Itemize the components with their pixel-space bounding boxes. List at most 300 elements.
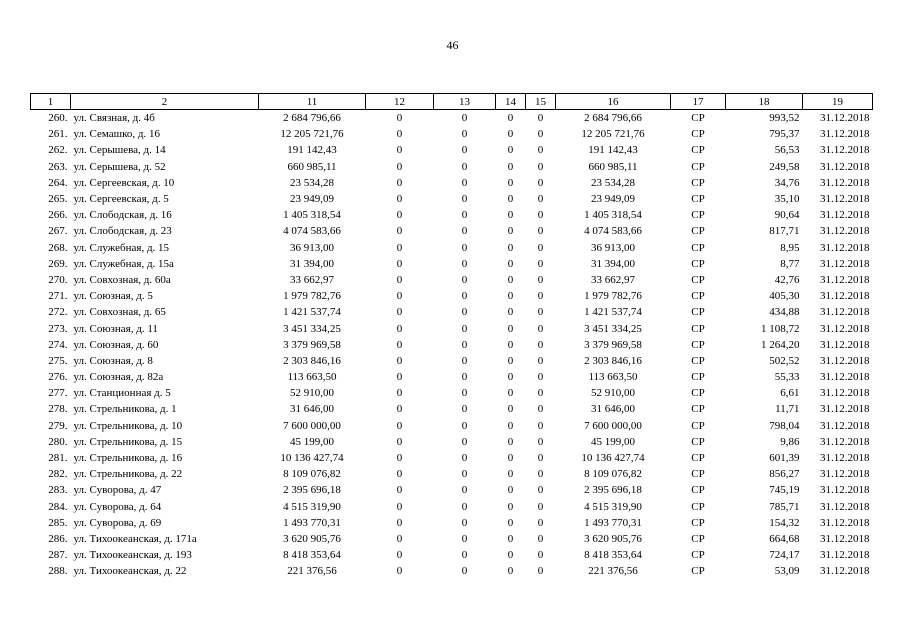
row-number-cell: 270. xyxy=(48,273,68,286)
value-col-13-cell: 0 xyxy=(461,403,468,416)
code-col-17-cell: СР xyxy=(691,160,705,173)
value-col-14-cell: 0 xyxy=(507,241,514,254)
amount-col-16-cell: 36 913,00 xyxy=(591,241,635,254)
value-col-18-cell: 53,09 xyxy=(774,565,800,578)
value-col-13-cell: 0 xyxy=(461,273,468,286)
value-col-15-cell: 0 xyxy=(537,354,544,367)
value-col-15-cell: 0 xyxy=(537,112,544,125)
row-number-cell: 260. xyxy=(48,112,68,125)
value-col-18-cell: 724,17 xyxy=(769,549,800,562)
amount-col-11-cell: 1 979 782,76 xyxy=(283,290,341,303)
value-col-15-cell: 0 xyxy=(537,387,544,400)
amount-col-16-cell: 31 646,00 xyxy=(591,403,635,416)
value-col-15-cell: 0 xyxy=(537,549,544,562)
table-row xyxy=(31,256,873,272)
date-col-19-cell: 31.12.2018 xyxy=(820,532,870,545)
code-col-17-cell: СР xyxy=(691,241,705,254)
value-col-12-cell: 0 xyxy=(396,273,403,286)
value-col-12-cell: 0 xyxy=(396,225,403,238)
address-cell: ул. Совхозная, д. 60а xyxy=(73,273,171,286)
amount-col-16-cell: 660 985,11 xyxy=(588,160,638,173)
value-col-12-cell: 0 xyxy=(396,387,403,400)
value-col-15-cell: 0 xyxy=(537,193,544,206)
value-col-14-cell: 0 xyxy=(507,532,514,545)
row-number-cell: 287. xyxy=(48,549,68,562)
value-col-12-cell: 0 xyxy=(396,338,403,351)
value-col-14-cell: 0 xyxy=(507,403,514,416)
amount-col-16-cell: 3 379 969,58 xyxy=(584,338,642,351)
value-col-18-cell: 434,88 xyxy=(769,306,800,319)
amount-col-16-cell: 1 493 770,31 xyxy=(584,516,642,529)
value-col-13-cell: 0 xyxy=(461,452,468,465)
value-col-18-cell: 90,64 xyxy=(774,209,800,222)
value-col-13-cell: 0 xyxy=(461,209,468,222)
code-col-17-cell: СР xyxy=(691,354,705,367)
value-col-13-cell: 0 xyxy=(461,257,468,270)
value-col-13-cell: 0 xyxy=(461,338,468,351)
table-row xyxy=(31,353,873,369)
value-col-18-cell: 56,53 xyxy=(774,144,800,157)
date-col-19-cell: 31.12.2018 xyxy=(820,241,870,254)
value-col-15-cell: 0 xyxy=(537,452,544,465)
amount-col-11-cell: 3 620 905,76 xyxy=(283,532,341,545)
value-col-15-cell: 0 xyxy=(537,435,544,448)
value-col-12-cell: 0 xyxy=(396,144,403,157)
row-number-cell: 265. xyxy=(48,193,68,206)
date-col-19-cell: 31.12.2018 xyxy=(820,257,870,270)
value-col-14-cell: 0 xyxy=(507,371,514,384)
column-header: 1 xyxy=(31,94,71,110)
value-col-18-cell: 798,04 xyxy=(769,419,800,432)
row-number-cell: 271. xyxy=(48,290,68,303)
value-col-14-cell: 0 xyxy=(507,257,514,270)
value-col-12-cell: 0 xyxy=(396,532,403,545)
row-number-cell: 281. xyxy=(48,452,68,465)
value-col-13-cell: 0 xyxy=(461,322,468,335)
address-cell: ул. Стрельникова, д. 15 xyxy=(73,435,183,448)
value-col-18-cell: 502,52 xyxy=(769,354,800,367)
date-col-19-cell: 31.12.2018 xyxy=(820,452,870,465)
amount-col-16-cell: 113 663,50 xyxy=(588,371,638,384)
code-col-17-cell: СР xyxy=(691,371,705,384)
value-col-15-cell: 0 xyxy=(537,176,544,189)
code-col-17-cell: СР xyxy=(691,257,705,270)
code-col-17-cell: СР xyxy=(691,176,705,189)
value-col-12-cell: 0 xyxy=(396,549,403,562)
amount-col-16-cell: 10 136 427,74 xyxy=(581,452,645,465)
table-row xyxy=(31,531,873,547)
value-col-13-cell: 0 xyxy=(461,565,468,578)
date-col-19-cell: 31.12.2018 xyxy=(820,322,870,335)
amount-col-11-cell: 7 600 000,00 xyxy=(283,419,341,432)
value-col-14-cell: 0 xyxy=(507,452,514,465)
amount-col-16-cell: 2 684 796,66 xyxy=(584,112,642,125)
address-cell: ул. Слободская, д. 16 xyxy=(73,209,172,222)
value-col-15-cell: 0 xyxy=(537,371,544,384)
table-row xyxy=(31,159,873,175)
address-cell: ул. Сергеевская, д. 5 xyxy=(73,193,169,206)
code-col-17-cell: СР xyxy=(691,484,705,497)
value-col-13-cell: 0 xyxy=(461,419,468,432)
amount-col-16-cell: 4 074 583,66 xyxy=(584,225,642,238)
table-row xyxy=(31,207,873,223)
date-col-19-cell: 31.12.2018 xyxy=(820,112,870,125)
amount-col-11-cell: 4 515 319,90 xyxy=(283,500,341,513)
address-cell: ул. Союзная, д. 11 xyxy=(73,322,158,335)
value-col-18-cell: 154,32 xyxy=(769,516,800,529)
value-col-12-cell: 0 xyxy=(396,371,403,384)
table-row xyxy=(31,369,873,385)
value-col-12-cell: 0 xyxy=(396,419,403,432)
table-row xyxy=(31,223,873,239)
amount-col-11-cell: 113 663,50 xyxy=(287,371,337,384)
value-col-18-cell: 856,27 xyxy=(769,468,800,481)
address-cell: ул. Связная, д. 4б xyxy=(73,112,155,125)
address-cell: ул. Серышева, д. 14 xyxy=(73,144,166,157)
date-col-19-cell: 31.12.2018 xyxy=(820,225,870,238)
row-number-cell: 275. xyxy=(48,354,68,367)
value-col-15-cell: 0 xyxy=(537,419,544,432)
registry-table xyxy=(30,93,873,579)
value-col-13-cell: 0 xyxy=(461,193,468,206)
value-col-18-cell: 817,71 xyxy=(769,225,800,238)
row-number-cell: 269. xyxy=(48,257,68,270)
column-header: 14 xyxy=(496,94,526,110)
date-col-19-cell: 31.12.2018 xyxy=(820,176,870,189)
amount-col-16-cell: 3 451 334,25 xyxy=(584,322,642,335)
value-col-14-cell: 0 xyxy=(507,193,514,206)
table-row xyxy=(31,450,873,466)
row-number-cell: 267. xyxy=(48,225,68,238)
code-col-17-cell: СР xyxy=(691,306,705,319)
value-col-18-cell: 1 108,72 xyxy=(761,322,800,335)
amount-col-11-cell: 221 376,56 xyxy=(287,565,337,578)
row-number-cell: 279. xyxy=(48,419,68,432)
value-col-15-cell: 0 xyxy=(537,225,544,238)
amount-col-11-cell: 31 646,00 xyxy=(290,403,334,416)
value-col-15-cell: 0 xyxy=(537,290,544,303)
table-row xyxy=(31,563,873,579)
row-number-cell: 282. xyxy=(48,468,68,481)
value-col-18-cell: 745,19 xyxy=(769,484,800,497)
table-row xyxy=(31,547,873,563)
address-cell: ул. Тихоокеанская, д. 22 xyxy=(73,565,187,578)
value-col-18-cell: 42,76 xyxy=(774,273,800,286)
date-col-19-cell: 31.12.2018 xyxy=(820,273,870,286)
code-col-17-cell: СР xyxy=(691,225,705,238)
address-cell: ул. Служебная, д. 15а xyxy=(73,257,174,270)
amount-col-11-cell: 1 421 537,74 xyxy=(283,306,341,319)
value-col-12-cell: 0 xyxy=(396,128,403,141)
code-col-17-cell: СР xyxy=(691,532,705,545)
row-number-cell: 264. xyxy=(48,176,68,189)
row-number-cell: 274. xyxy=(48,338,68,351)
value-col-14-cell: 0 xyxy=(507,387,514,400)
code-col-17-cell: СР xyxy=(691,387,705,400)
address-cell: ул. Совхозная, д. 65 xyxy=(73,306,166,319)
value-col-18-cell: 601,39 xyxy=(769,452,800,465)
amount-col-16-cell: 2 395 696,18 xyxy=(584,484,642,497)
value-col-12-cell: 0 xyxy=(396,257,403,270)
table-row xyxy=(31,434,873,450)
code-col-17-cell: СР xyxy=(691,565,705,578)
row-number-cell: 266. xyxy=(48,209,68,222)
column-header: 15 xyxy=(526,94,556,110)
date-col-19-cell: 31.12.2018 xyxy=(820,144,870,157)
value-col-14-cell: 0 xyxy=(507,565,514,578)
value-col-14-cell: 0 xyxy=(507,435,514,448)
address-cell: ул. Союзная, д. 5 xyxy=(73,290,153,303)
address-cell: ул. Суворова, д. 64 xyxy=(73,500,162,513)
code-col-17-cell: СР xyxy=(691,516,705,529)
value-col-15-cell: 0 xyxy=(537,565,544,578)
address-cell: ул. Слободская, д. 23 xyxy=(73,225,172,238)
value-col-18-cell: 795,37 xyxy=(769,128,800,141)
address-cell: ул. Суворова, д. 69 xyxy=(73,516,162,529)
address-cell: ул. Союзная, д. 60 xyxy=(73,338,159,351)
amount-col-16-cell: 1 405 318,54 xyxy=(584,209,642,222)
value-col-12-cell: 0 xyxy=(396,322,403,335)
value-col-14-cell: 0 xyxy=(507,484,514,497)
value-col-12-cell: 0 xyxy=(396,290,403,303)
table-body xyxy=(31,110,873,580)
value-col-15-cell: 0 xyxy=(537,322,544,335)
value-col-18-cell: 8,95 xyxy=(780,241,800,254)
table-row xyxy=(31,175,873,191)
date-col-19-cell: 31.12.2018 xyxy=(820,160,870,173)
date-col-19-cell: 31.12.2018 xyxy=(820,193,870,206)
code-col-17-cell: СР xyxy=(691,435,705,448)
date-col-19-cell: 31.12.2018 xyxy=(820,435,870,448)
value-col-14-cell: 0 xyxy=(507,354,514,367)
amount-col-11-cell: 45 199,00 xyxy=(290,435,334,448)
value-col-13-cell: 0 xyxy=(461,484,468,497)
date-col-19-cell: 31.12.2018 xyxy=(820,419,870,432)
row-number-cell: 276. xyxy=(48,371,68,384)
row-number-cell: 285. xyxy=(48,516,68,529)
row-number-cell: 284. xyxy=(48,500,68,513)
value-col-15-cell: 0 xyxy=(537,484,544,497)
code-col-17-cell: СР xyxy=(691,193,705,206)
value-col-18-cell: 8,77 xyxy=(780,257,800,270)
amount-col-16-cell: 12 205 721,76 xyxy=(581,128,645,141)
date-col-19-cell: 31.12.2018 xyxy=(820,403,870,416)
code-col-17-cell: СР xyxy=(691,128,705,141)
address-cell: ул. Сергеевская, д. 10 xyxy=(73,176,175,189)
amount-col-11-cell: 31 394,00 xyxy=(290,257,334,270)
date-col-19-cell: 31.12.2018 xyxy=(820,209,870,222)
address-cell: ул. Стрельникова, д. 1 xyxy=(73,403,177,416)
address-cell: ул. Союзная, д. 8 xyxy=(73,354,153,367)
value-col-18-cell: 11,71 xyxy=(775,403,800,416)
value-col-14-cell: 0 xyxy=(507,419,514,432)
code-col-17-cell: СР xyxy=(691,452,705,465)
page-number: 46 xyxy=(446,38,459,52)
date-col-19-cell: 31.12.2018 xyxy=(820,500,870,513)
address-cell: ул. Тихоокеанская, д. 171а xyxy=(73,532,197,545)
value-col-15-cell: 0 xyxy=(537,160,544,173)
value-col-15-cell: 0 xyxy=(537,338,544,351)
value-col-14-cell: 0 xyxy=(507,338,514,351)
value-col-12-cell: 0 xyxy=(396,209,403,222)
amount-col-16-cell: 31 394,00 xyxy=(591,257,635,270)
value-col-13-cell: 0 xyxy=(461,160,468,173)
column-header: 13 xyxy=(434,94,496,110)
code-col-17-cell: СР xyxy=(691,209,705,222)
amount-col-11-cell: 8 418 353,64 xyxy=(283,549,341,562)
table-row xyxy=(31,240,873,256)
address-cell: ул. Тихоокеанская, д. 193 xyxy=(73,549,192,562)
row-number-cell: 263. xyxy=(48,160,68,173)
amount-col-16-cell: 8 109 076,82 xyxy=(584,468,642,481)
value-col-14-cell: 0 xyxy=(507,128,514,141)
table-row xyxy=(31,142,873,158)
value-col-14-cell: 0 xyxy=(507,290,514,303)
amount-col-16-cell: 33 662,97 xyxy=(591,273,635,286)
amount-col-11-cell: 4 074 583,66 xyxy=(283,225,341,238)
value-col-14-cell: 0 xyxy=(507,322,514,335)
row-number-cell: 277. xyxy=(48,387,68,400)
column-header: 2 xyxy=(71,94,259,110)
row-number-cell: 272. xyxy=(48,306,68,319)
date-col-19-cell: 31.12.2018 xyxy=(820,338,870,351)
value-col-13-cell: 0 xyxy=(461,225,468,238)
amount-col-11-cell: 660 985,11 xyxy=(287,160,337,173)
value-col-15-cell: 0 xyxy=(537,532,544,545)
column-header: 19 xyxy=(803,94,873,110)
value-col-12-cell: 0 xyxy=(396,435,403,448)
table-row xyxy=(31,337,873,353)
value-col-15-cell: 0 xyxy=(537,257,544,270)
date-col-19-cell: 31.12.2018 xyxy=(820,549,870,562)
amount-col-16-cell: 4 515 319,90 xyxy=(584,500,642,513)
row-number-cell: 273. xyxy=(48,322,68,335)
amount-col-11-cell: 191 142,43 xyxy=(287,144,337,157)
table-row xyxy=(31,385,873,401)
value-col-12-cell: 0 xyxy=(396,354,403,367)
address-cell: ул. Станционная д. 5 xyxy=(73,387,171,400)
amount-col-16-cell: 1 421 537,74 xyxy=(584,306,642,319)
value-col-18-cell: 9,86 xyxy=(780,435,800,448)
value-col-15-cell: 0 xyxy=(537,516,544,529)
code-col-17-cell: СР xyxy=(691,290,705,303)
value-col-12-cell: 0 xyxy=(396,500,403,513)
value-col-18-cell: 35,10 xyxy=(774,193,800,206)
date-col-19-cell: 31.12.2018 xyxy=(820,484,870,497)
value-col-12-cell: 0 xyxy=(396,193,403,206)
amount-col-11-cell: 10 136 427,74 xyxy=(280,452,344,465)
amount-col-16-cell: 221 376,56 xyxy=(588,565,638,578)
table-row xyxy=(31,304,873,320)
amount-col-16-cell: 191 142,43 xyxy=(588,144,638,157)
amount-col-16-cell: 52 910,00 xyxy=(591,387,635,400)
table-row xyxy=(31,110,873,127)
row-number-cell: 268. xyxy=(48,241,68,254)
value-col-18-cell: 55,33 xyxy=(774,371,800,384)
code-col-17-cell: СР xyxy=(691,419,705,432)
value-col-13-cell: 0 xyxy=(461,176,468,189)
amount-col-16-cell: 3 620 905,76 xyxy=(584,532,642,545)
value-col-13-cell: 0 xyxy=(461,354,468,367)
amount-col-11-cell: 2 684 796,66 xyxy=(283,112,341,125)
value-col-12-cell: 0 xyxy=(396,403,403,416)
code-col-17-cell: СР xyxy=(691,112,705,125)
date-col-19-cell: 31.12.2018 xyxy=(820,128,870,141)
value-col-12-cell: 0 xyxy=(396,176,403,189)
table-row xyxy=(31,320,873,336)
amount-col-11-cell: 23 534,28 xyxy=(290,176,334,189)
amount-col-11-cell: 3 379 969,58 xyxy=(283,338,341,351)
value-col-12-cell: 0 xyxy=(396,565,403,578)
column-header: 16 xyxy=(556,94,671,110)
table-row xyxy=(31,515,873,531)
code-col-17-cell: СР xyxy=(691,338,705,351)
value-col-13-cell: 0 xyxy=(461,290,468,303)
amount-col-11-cell: 33 662,97 xyxy=(290,273,334,286)
value-col-18-cell: 1 264,20 xyxy=(761,338,800,351)
value-col-13-cell: 0 xyxy=(461,532,468,545)
column-header: 17 xyxy=(671,94,726,110)
value-col-18-cell: 249,58 xyxy=(769,160,800,173)
value-col-14-cell: 0 xyxy=(507,516,514,529)
amount-col-16-cell: 2 303 846,16 xyxy=(584,354,642,367)
value-col-15-cell: 0 xyxy=(537,306,544,319)
value-col-18-cell: 785,71 xyxy=(769,500,800,513)
value-col-14-cell: 0 xyxy=(507,209,514,222)
amount-col-11-cell: 2 395 696,18 xyxy=(283,484,341,497)
value-col-14-cell: 0 xyxy=(507,176,514,189)
value-col-14-cell: 0 xyxy=(507,468,514,481)
amount-col-11-cell: 23 949,09 xyxy=(290,193,334,206)
column-header: 18 xyxy=(726,94,803,110)
value-col-15-cell: 0 xyxy=(537,241,544,254)
amount-col-11-cell: 1 405 318,54 xyxy=(283,209,341,222)
amount-col-16-cell: 23 949,09 xyxy=(591,193,635,206)
value-col-13-cell: 0 xyxy=(461,144,468,157)
value-col-18-cell: 993,52 xyxy=(769,112,800,125)
value-col-13-cell: 0 xyxy=(461,128,468,141)
date-col-19-cell: 31.12.2018 xyxy=(820,468,870,481)
address-cell: ул. Серышева, д. 52 xyxy=(73,160,166,173)
amount-col-16-cell: 7 600 000,00 xyxy=(584,419,642,432)
row-number-cell: 278. xyxy=(48,403,68,416)
value-col-14-cell: 0 xyxy=(507,500,514,513)
value-col-12-cell: 0 xyxy=(396,468,403,481)
code-col-17-cell: СР xyxy=(691,403,705,416)
value-col-15-cell: 0 xyxy=(537,144,544,157)
value-col-14-cell: 0 xyxy=(507,549,514,562)
value-col-14-cell: 0 xyxy=(507,160,514,173)
value-col-13-cell: 0 xyxy=(461,306,468,319)
amount-col-16-cell: 8 418 353,64 xyxy=(584,549,642,562)
value-col-12-cell: 0 xyxy=(396,241,403,254)
value-col-13-cell: 0 xyxy=(461,468,468,481)
amount-col-16-cell: 23 534,28 xyxy=(591,176,635,189)
code-col-17-cell: СР xyxy=(691,273,705,286)
table-row xyxy=(31,466,873,482)
value-col-14-cell: 0 xyxy=(507,273,514,286)
value-col-14-cell: 0 xyxy=(507,306,514,319)
value-col-18-cell: 34,76 xyxy=(774,176,800,189)
value-col-12-cell: 0 xyxy=(396,516,403,529)
value-col-13-cell: 0 xyxy=(461,112,468,125)
row-number-cell: 283. xyxy=(48,484,68,497)
date-col-19-cell: 31.12.2018 xyxy=(820,371,870,384)
value-col-12-cell: 0 xyxy=(396,160,403,173)
column-header: 11 xyxy=(259,94,366,110)
amount-col-11-cell: 36 913,00 xyxy=(290,241,334,254)
value-col-18-cell: 664,68 xyxy=(769,532,800,545)
